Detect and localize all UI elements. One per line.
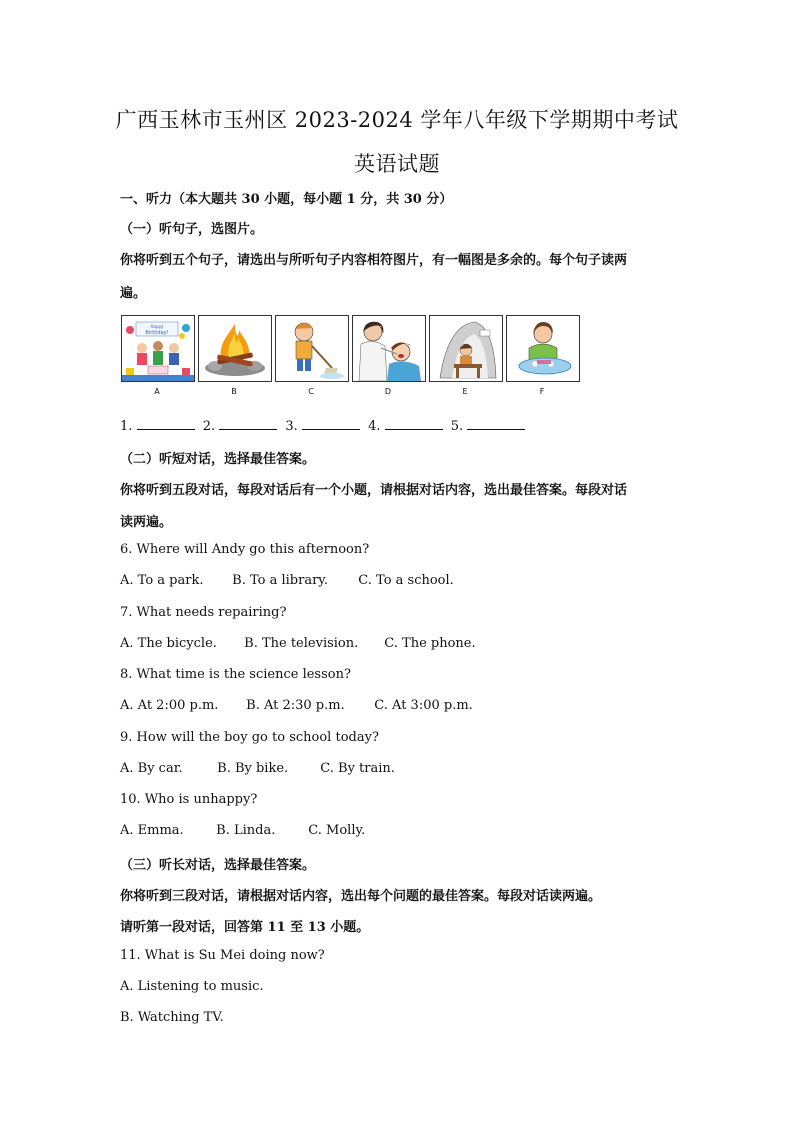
question-11-option-b[interactable]: B. Watching TV. xyxy=(120,1010,224,1025)
answer-blanks-row xyxy=(120,417,694,434)
svg-text:Birthday!: Birthday! xyxy=(145,330,169,336)
option-b[interactable]: B. To a library. xyxy=(232,573,329,588)
answer-blank-4[interactable] xyxy=(385,417,443,430)
option-a[interactable]: A. By car. xyxy=(120,761,183,776)
option-a[interactable]: A. Emma. xyxy=(120,823,184,838)
question-8: 8. What time is the science lesson? xyxy=(120,667,351,682)
part1-heading: （一）听句子，选图片。 xyxy=(120,222,264,237)
question-9-options xyxy=(120,761,694,776)
part2-instruction-line1: 你将听到五段对话，每段对话后有一个小题，请根据对话内容，选出最佳答案。每段对话 xyxy=(120,483,628,498)
option-b[interactable]: B. Linda. xyxy=(216,823,276,838)
blank-number: 2. xyxy=(202,419,216,434)
svg-text:Happy: Happy xyxy=(150,324,164,329)
picture-label: C xyxy=(308,387,314,396)
option-c[interactable]: C. The phone. xyxy=(384,636,476,651)
picture-label: D xyxy=(384,387,392,396)
option-c[interactable]: C. At 3:00 p.m. xyxy=(374,698,473,713)
picture-options-row xyxy=(121,315,581,400)
option-c[interactable]: C. To a school. xyxy=(358,573,454,588)
part3-heading: （三）听长对话，选择最佳答案。 xyxy=(120,858,316,873)
question-11: 11. What is Su Mei doing now? xyxy=(120,948,325,963)
question-9: 9. How will the boy go to school today? xyxy=(120,730,379,745)
answer-blank-3[interactable] xyxy=(302,417,360,430)
blank-number: 5. xyxy=(450,419,464,434)
option-c[interactable]: C. Molly. xyxy=(308,823,366,838)
part1-instruction-line1: 你将听到五个句子，请选出与所听句子内容相符图片，有一幅图是多余的。每个句子读两 xyxy=(120,253,628,268)
question-7-options xyxy=(120,636,694,651)
option-b[interactable]: B. At 2:30 p.m. xyxy=(246,698,345,713)
page-title: 广西玉林市玉州区 2023-2024 学年八年级下学期期中考试 xyxy=(115,108,679,132)
question-7: 7. What needs repairing? xyxy=(120,605,287,620)
option-a[interactable]: A. To a park. xyxy=(120,573,204,588)
option-c[interactable]: C. By train. xyxy=(320,761,395,776)
picture-label: F xyxy=(539,387,545,396)
picture-e-boy-studying xyxy=(429,315,503,382)
question-10-options xyxy=(120,823,694,838)
picture-label: E xyxy=(462,387,468,396)
picture-a-birthday xyxy=(121,315,195,382)
question-10: 10. Who is unhappy? xyxy=(120,792,258,807)
option-a[interactable]: A. At 2:00 p.m. xyxy=(120,698,219,713)
question-11-option-a[interactable]: A. Listening to music. xyxy=(120,979,264,994)
picture-b-campfire xyxy=(198,315,272,382)
part1-instruction-line2: 遍。 xyxy=(120,286,147,301)
answer-blank-2[interactable] xyxy=(219,417,277,430)
part3-instruction-line2: 请听第一段对话，回答第 11 至 13 小题。 xyxy=(120,920,370,935)
option-a[interactable]: A. The bicycle. xyxy=(120,636,217,651)
picture-f-girl-washing xyxy=(506,315,580,382)
question-6-options xyxy=(120,573,694,588)
blank-number: 3. xyxy=(285,419,298,434)
page-subtitle: 英语试题 xyxy=(354,152,440,176)
picture-c-boy-mopping xyxy=(275,315,349,382)
question-6: 6. Where will Andy go this afternoon? xyxy=(120,542,370,557)
part3-instruction-line1: 你将听到三段对话，请根据对话内容，选出每个问题的最佳答案。每段对话读两遍。 xyxy=(120,889,602,904)
section-heading-listening: 一、听力（本大题共 30 小题，每小题 1 分，共 30 分） xyxy=(120,192,453,207)
part2-instruction-line2: 读两遍。 xyxy=(120,515,173,530)
blank-number: 4. xyxy=(368,419,381,434)
blank-number: 1. xyxy=(120,419,133,434)
option-b[interactable]: B. The television. xyxy=(244,636,359,651)
answer-blank-1[interactable] xyxy=(137,417,195,430)
option-b[interactable]: B. By bike. xyxy=(217,761,289,776)
part2-heading: （二）听短对话，选择最佳答案。 xyxy=(120,452,316,467)
picture-label: A xyxy=(154,387,160,396)
answer-blank-5[interactable] xyxy=(467,417,525,430)
question-8-options xyxy=(120,698,694,713)
picture-d-dentist xyxy=(352,315,426,382)
picture-label: B xyxy=(231,387,237,396)
